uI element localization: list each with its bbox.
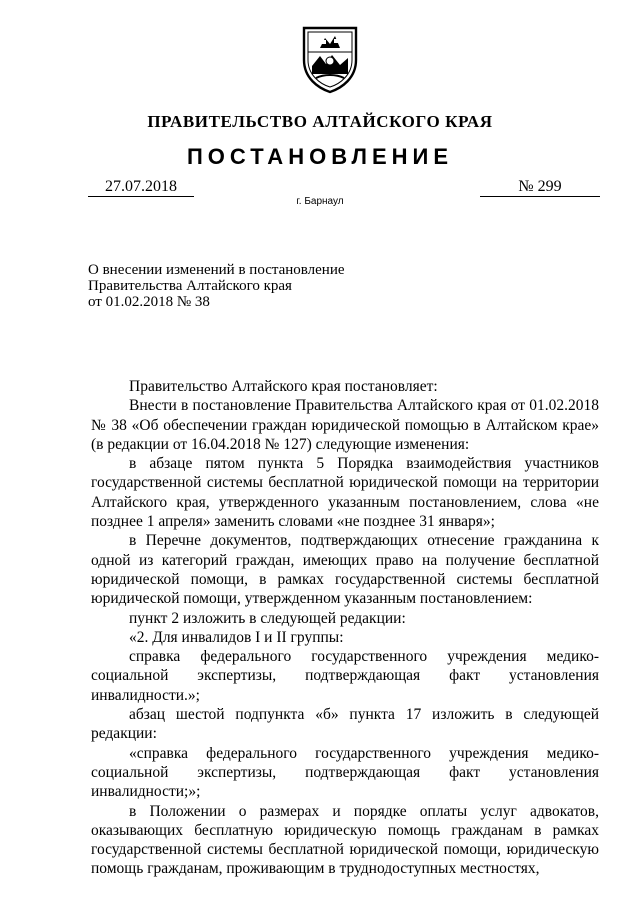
government-title: ПРАВИТЕЛЬСТВО АЛТАЙСКОГО КРАЯ (147, 112, 493, 131)
document-date: 27.07.2018 (88, 177, 194, 197)
document-subject (88, 262, 418, 310)
body-paragraph: пункт 2 изложить в следующей редакции: (129, 609, 406, 627)
body-paragraph: в Положении о размерах и порядке оплаты услуг адвокатов, оказывающих бесплатную юридическую помощь гражданам в рамках государственной системы бесплатной юридической помощи, юридическую помощь гражданам, проживающим в труднодоступных местностях, (91, 802, 599, 878)
body-paragraph: Правительство Алтайского края постановляет: (129, 378, 438, 395)
body-paragraph: «2. Для инвалидов I и II группы: (129, 628, 344, 646)
subject-line: Правительства Алтайского края (88, 278, 292, 294)
subject-line: от 01.02.2018 № 38 (88, 294, 210, 310)
body-paragraph: «справка федерального государственного учреждения медико-социальной экспертизы, подтверждающая факт установления инвалидности;»; (91, 744, 599, 801)
document-type: ПОСТАНОВЛЕНИЕ (186, 144, 454, 169)
city-name: г. Барнаул (296, 196, 344, 207)
body-paragraph: Внести в постановление Правительства Алтайского края от 01.02.2018 № 38 «Об обеспечении граждан юридической помощью в Алтайском крае» (в редакции от 16.04.2018 № 127) следующие изменения: (91, 397, 599, 453)
body-paragraph: абзац шестой подпункта «б» пункта 17 изложить в следующей редакции: (91, 706, 599, 743)
subject-line: О внесении изменений в постановление (88, 262, 345, 278)
body-paragraph: справка федерального государственного учреждения медико-социальной экспертизы, подтверждающая факт установления инвалидности.»; (91, 648, 599, 704)
coat-of-arms-icon (298, 22, 362, 94)
document-number: № 299 (480, 177, 600, 197)
body-paragraph: в Перечне документов, подтверждающих отнесение гражданина к одной из категорий граждан, имеющих право на получение бесплатной юридической помощи, в рамках государственной системы бесплатной юридической помощи, утвержденном указанным постановлением: (91, 532, 599, 608)
document-body (91, 377, 599, 879)
body-paragraph: в абзаце пятом пункта 5 Порядка взаимодействия участников государственной системы бесплатной юридической помощи на территории Алтайского края, утвержденного указанным постановлением, слова «не позднее 1 апреля» заменить словами «не позднее 31 января»; (91, 455, 599, 531)
